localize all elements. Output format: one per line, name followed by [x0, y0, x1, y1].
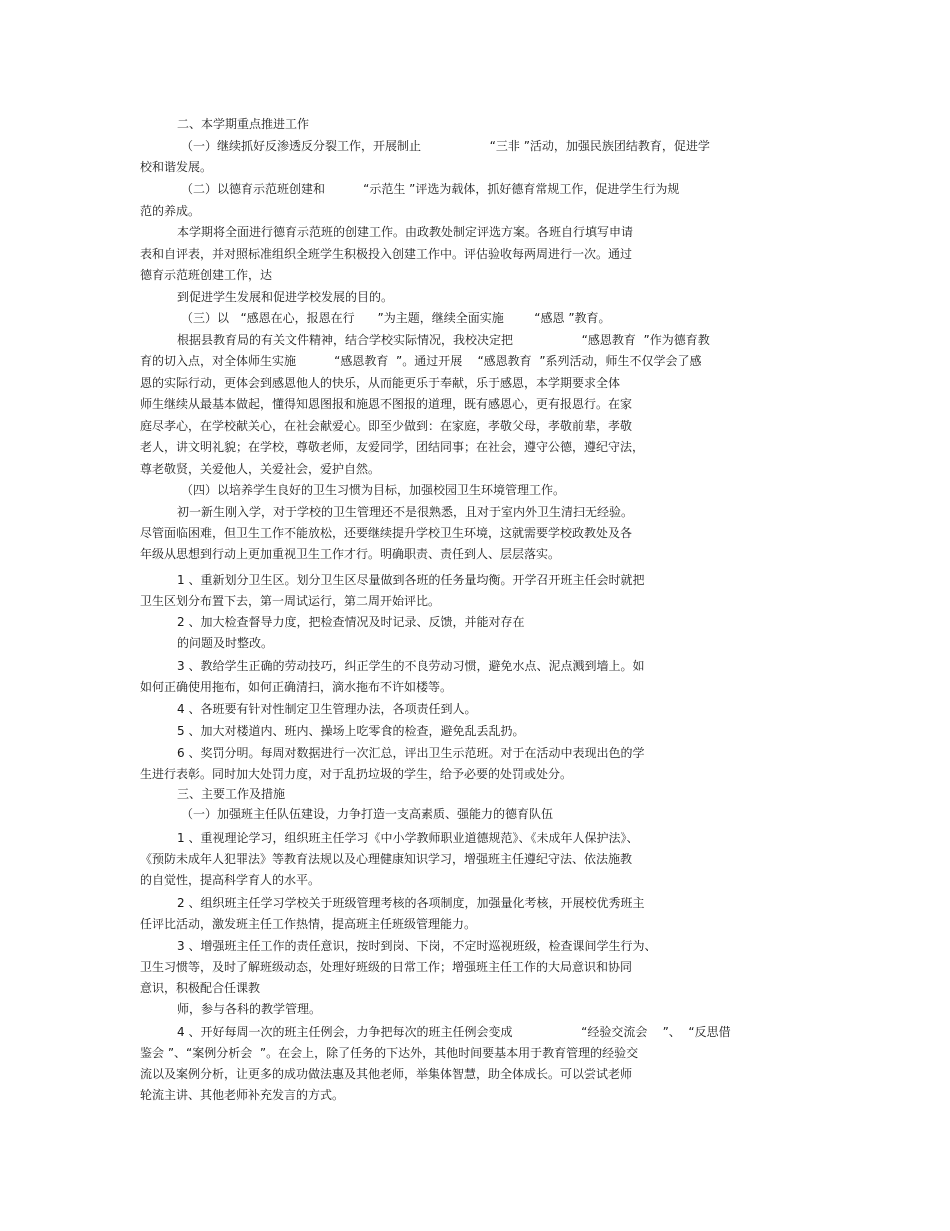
- paragraph-line: 卫生习惯等，及时了解班级动态，处理好班级的日常工作；增强班主任工作的大局意识和协同: [140, 960, 633, 974]
- list-item: 4 、各班要有针对性制定卫生管理办法，各项责任到人。: [177, 702, 477, 716]
- section-heading: 三、主要工作及措施: [177, 787, 286, 801]
- list-item: 5 、加大对楼道内、班内、操场上吃零食的检查，避免乱丢乱扔。: [177, 724, 525, 738]
- list-item: 3 、教给学生正确的劳动技巧，纠正学生的不良劳动习惯，避免水点、泥点溅到墙上。如: [177, 659, 645, 673]
- paragraph-line: （二）以德育示范班创建和 “示范生 ”评选为载体，抓好德育常规工作，促进学生行为规: [181, 182, 680, 196]
- paragraph-line: 师生继续从最基本做起，懂得知恩图报和施恩不图报的道理，既有感恩心，更有报恩行。在家: [140, 397, 633, 411]
- paragraph-line: 《预防未成年人犯罪法》等教育法规以及心理健康知识学习，增强班主任遵纪守法、依法施教: [140, 852, 633, 866]
- paragraph-line: 流以及案例分析，让更多的成功做法惠及其他老师，举集体智慧，助全体成长。可以尝试老师: [140, 1067, 633, 1081]
- paragraph-line: 到促进学生发展和促进学校发展的目的。: [177, 290, 394, 304]
- paragraph-line: 老人，讲文明礼貌；在学校，尊敬老师，友爱同学，团结同事；在社会，遵守公德，遵纪守法，: [140, 440, 645, 454]
- list-item: 1 、重新划分卫生区。划分卫生区尽量做到各班的任务量均衡。开学召开班主任会时就把: [177, 573, 645, 587]
- list-item: 2 、组织班主任学习学校关于班级管理考核的各项制度，加强量化考核，开展校优秀班主: [177, 896, 645, 910]
- paragraph-line: 如何正确使用拖布，如何正确清扫，滴水拖布不许如楼等。: [140, 680, 453, 694]
- paragraph-line: 鉴会 ”、“案例分析会 ”。在会上，除了任务的下达外，其他时间要基本用于教育管理的经验交: [140, 1046, 639, 1060]
- paragraph-line: 初一新生刚入学，对于学校的卫生管理还不是很熟悉，且对于室内外卫生清扫无经验。: [177, 505, 634, 519]
- paragraph-line: 的自觉性，提高科学育人的水平。: [140, 873, 321, 887]
- paragraph-line: 尽管面临困难，但卫生工作不能放松，还要继续提升学校卫生环境，这就需要学校政教处及各: [140, 526, 633, 540]
- paragraph-line: 表和自评表，并对照标准组织全班学生积极投入创建工作中。评估验收每两周进行一次。通过: [140, 247, 633, 261]
- paragraph-line: （三）以 “感恩在心，报恩在行 ”为主题，继续全面实施 “感恩 ”教育。: [181, 311, 611, 325]
- paragraph-line: 卫生区划分布置下去，第一周试运行，第二周开始评比。: [140, 594, 441, 608]
- paragraph-line: （一）加强班主任队伍建设，力争打造一支高素质、强能力的德育队伍: [181, 807, 554, 821]
- paragraph-line: 尊老敬贤，关爱他人，关爱社会，爱护自然。: [140, 462, 381, 476]
- list-item: 3 、增强班主任工作的责任意识，按时到岗、下岗，不定时巡视班级，检查课间学生行为、: [177, 939, 657, 953]
- paragraph-line: 生进行表彰。同时加大处罚力度，对于乱扔垃圾的学生，给予必要的处罚或处分。: [140, 767, 573, 781]
- list-item: 4 、开好每周一次的班主任例会，力争把每次的班主任例会变成 “经验交流会 ”、 “反思借: [177, 1025, 731, 1039]
- paragraph-line: 意识，积极配合任课教: [140, 981, 261, 995]
- paragraph-line: 育的切入点，对全体师生实施 “感恩教育 ”。通过开展 “感恩教育 ”系列活动，师生不仅学会了感: [140, 354, 702, 368]
- paragraph-line: 年级从思想到行动上更加重视卫生工作才行。明确职责、责任到人、层层落实。: [140, 547, 561, 561]
- paragraph-line: 师，参与各科的教学管理。: [177, 1002, 322, 1016]
- list-item: 2 、加大检查督导力度，把检查情况及时记录、反馈，并能对存在: [177, 615, 525, 629]
- paragraph-line: （一）继续抓好反渗透反分裂工作，开展制止 “三非 ”活动，加强民族团结教育，促进学: [181, 139, 710, 153]
- paragraph-line: 根据县教育局的有关文件精神，结合学校实际情况，我校决定把 “感恩教育 ”作为德育教: [177, 333, 710, 347]
- paragraph-line: 任评比活动，激发班主任工作热情，提高班主任班级管理能力。: [140, 917, 477, 931]
- list-item: 1 、重视理论学习，组织班主任学习《中小学教师职业道德规范》、《未成年人保护法》、: [177, 831, 639, 845]
- section-heading: 二、本学期重点推进工作: [177, 117, 310, 131]
- paragraph-line: （四）以培养学生良好的卫生习惯为目标，加强校园卫生环境管理工作。: [181, 483, 566, 497]
- paragraph-line: 德育示范班创建工作，达: [140, 268, 273, 282]
- paragraph-line: 的问题及时整改。: [177, 636, 274, 650]
- paragraph-line: 本学期将全面进行德育示范班的创建工作。由政教处制定评选方案。各班自行填写申请: [177, 225, 634, 239]
- paragraph-line: 恩的实际行动，更体会到感恩他人的快乐，从而能更乐于奉献，乐于感恩，本学期要求全体: [140, 376, 621, 390]
- paragraph-line: 轮流主讲、其他老师补充发言的方式。: [140, 1088, 345, 1102]
- paragraph-line: 范的养成。: [140, 204, 201, 218]
- paragraph-line: 校和谐发展。: [140, 160, 213, 174]
- paragraph-line: 庭尽孝心，在学校献关心，在社会献爱心。即至少做到：在家庭，孝敬父母，孝敬前辈，孝敬: [140, 419, 633, 433]
- list-item: 6 、奖罚分明。每周对数据进行一次汇总，评出卫生示范班。对于在活动中表现出色的学: [177, 746, 645, 760]
